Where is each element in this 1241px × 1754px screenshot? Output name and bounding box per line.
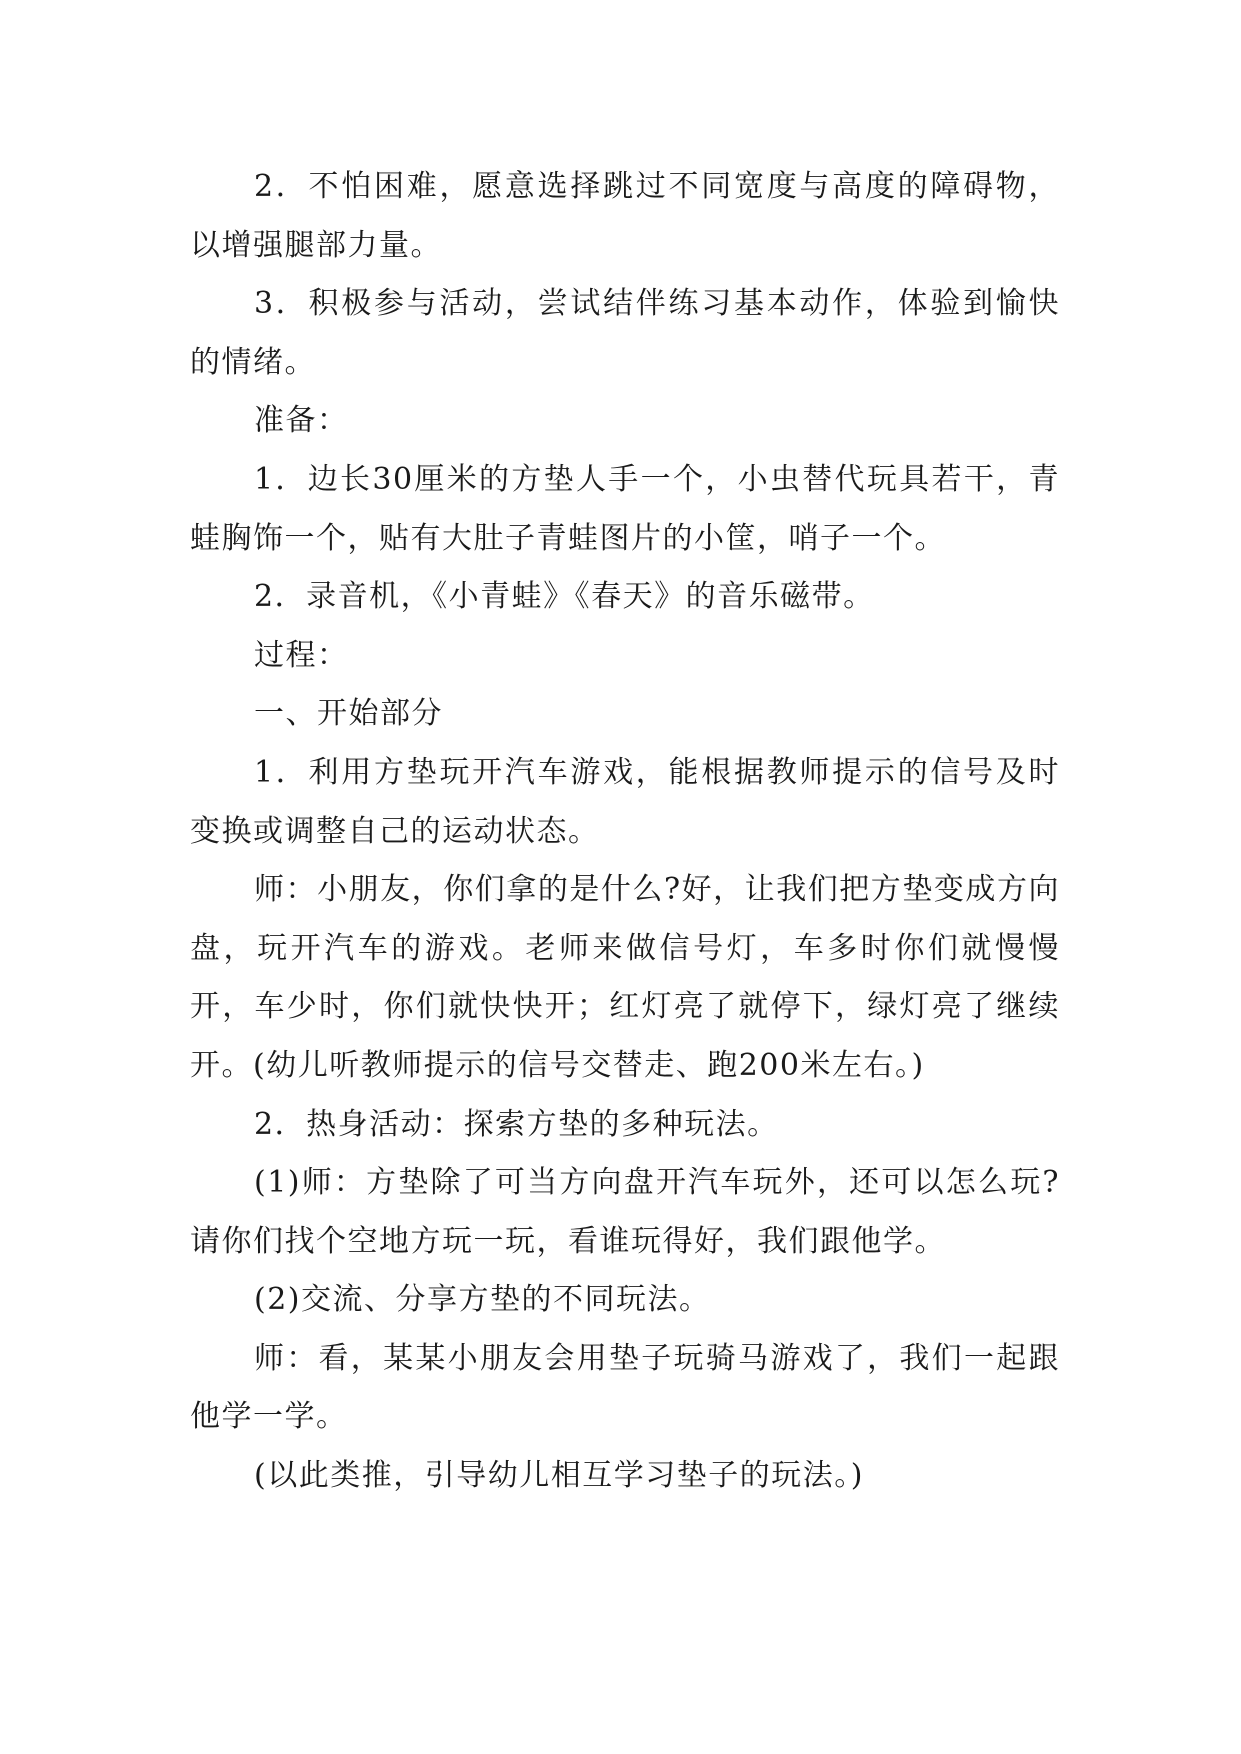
paragraph-start-1: 1．利用方垫玩开汽车游戏，能根据教师提示的信号及时变换或调整自己的运动状态。: [190, 754, 1060, 849]
paragraph-warmup: 2．热身活动：探索方垫的多种玩法。: [254, 1106, 779, 1142]
paragraph-prep-1: 1．边长30厘米的方垫人手一个，小虫替代玩具若干，青蛙胸饰一个，贴有大肚子青蛙图片的小筐，哨子一个。: [190, 461, 1060, 556]
paragraph-warmup-1: (1)师：方垫除了可当方向盘开汽车玩外，还可以怎么玩?请你们找个空地方玩一玩，看谁玩得好，我们跟他学。: [190, 1165, 1060, 1259]
paragraph-note: (以此类推，引导幼儿相互学习垫子的玩法。): [254, 1458, 864, 1494]
paragraph-goal-2: 2．不怕困难，愿意选择跳过不同宽度与高度的障碍物，以增强腿部力量。: [190, 169, 1060, 263]
paragraph-warmup-2: (2)交流、分享方垫的不同玩法。: [254, 1282, 711, 1318]
heading-preparation: 准备：: [254, 403, 349, 439]
heading-process: 过程：: [254, 637, 349, 673]
paragraph-goal-3: 3．积极参与活动，尝试结伴练习基本动作，体验到愉快的情绪。: [190, 286, 1060, 380]
paragraph-teacher-dialogue-1: 师：小朋友，你们拿的是什么?好，让我们把方垫变成方向盘，玩开汽车的游戏。老师来做信号灯，车多时你们就慢慢开，车少时，你们就快快开；红灯亮了就停下，绿灯亮了继续开。(幼儿听教师提示的信号交替走、跑200米左右。): [190, 872, 1060, 1083]
heading-start-section: 一、开始部分: [254, 696, 443, 732]
paragraph-teacher-dialogue-2: 师：看，某某小朋友会用垫子玩骑马游戏了，我们一起跟他学一学。: [190, 1340, 1060, 1435]
document-body: [190, 158, 1060, 1506]
paragraph-prep-2: 2．录音机，《小青蛙》《春天》的音乐磁带。: [254, 579, 875, 615]
